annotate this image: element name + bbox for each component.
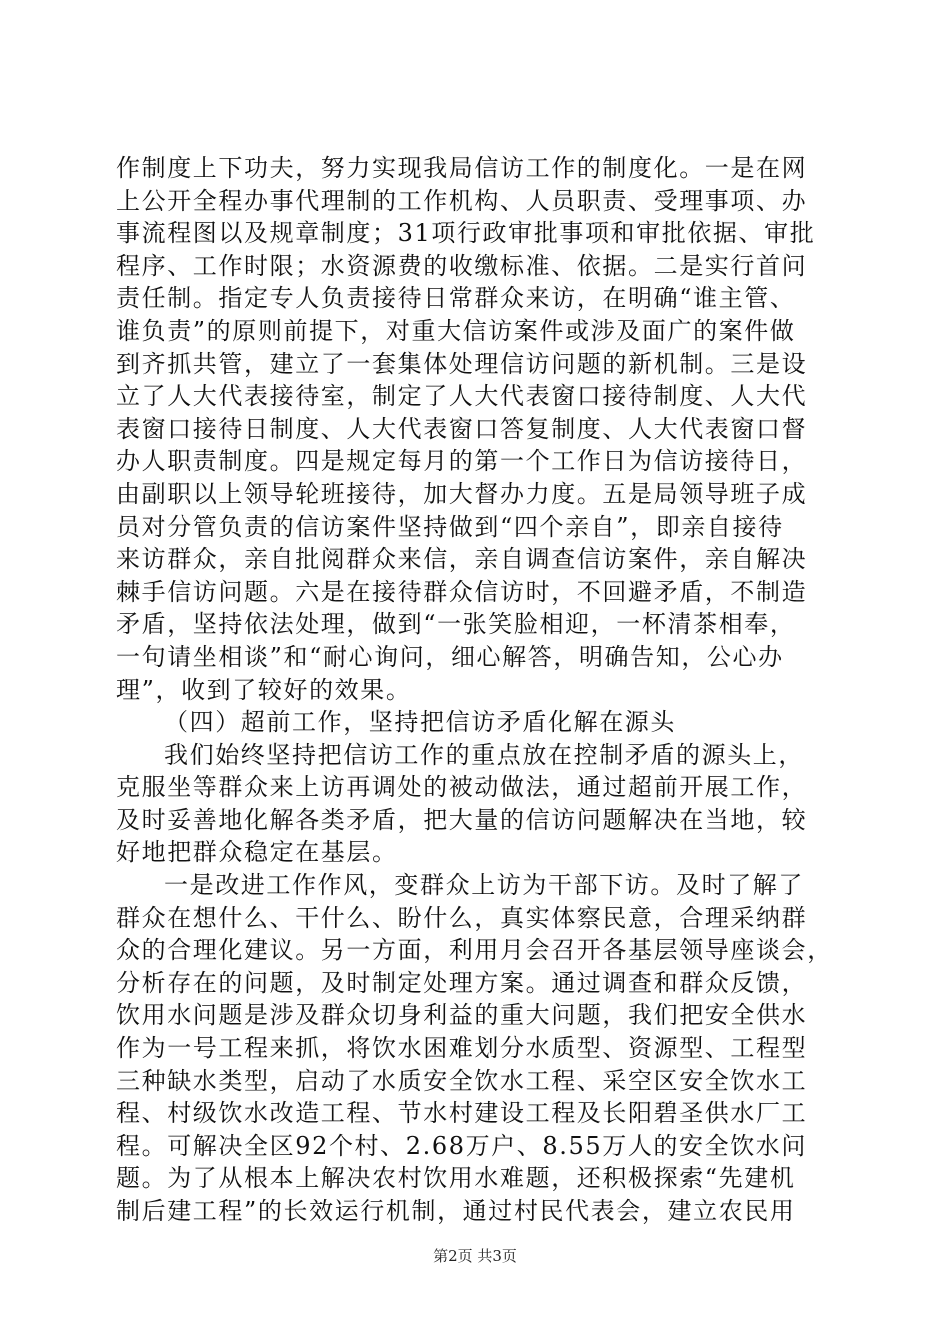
paragraph-line: 作制度上下功夫，努力实现我局信访工作的制度化。一是在网 <box>116 154 808 182</box>
paragraph-line: 一句请坐相谈”和“耐心询问，细心解答，明确告知，公心办 <box>116 642 784 671</box>
paragraph-line: 我们始终坚持把信访工作的重点放在控制矛盾的源头上， <box>164 740 804 769</box>
paragraph-line: 程、村级饮水改造工程、节水村建设工程及长阳碧圣供水厂工 <box>116 1099 808 1128</box>
page-number-footer: 第2页 共3页 <box>433 1247 517 1265</box>
paragraph-line: 办人职责制度。四是规定每月的第一个工作日为信访接待日， <box>116 447 808 476</box>
paragraph-line: 众的合理化建议。另一方面，利用月会召开各基层领导座谈会， <box>116 936 833 965</box>
paragraph-line: 克服坐等群众来上访再调处的被动做法，通过超前开展工作， <box>116 773 808 802</box>
paragraph-line: 表窗口接待日制度、人大代表窗口答复制度、人大代表窗口督 <box>116 414 808 443</box>
paragraph-line: 群众在想什么、干什么、盼什么，真实体察民意，合理采纳群 <box>116 903 808 932</box>
paragraph-line: 分析存在的问题，及时制定处理方案。通过调查和群众反馈， <box>116 968 808 997</box>
paragraph-line: 责任制。指定专人负责接待日常群众来访，在明确“谁主管、 <box>116 284 796 313</box>
paragraph-line: 棘手信访问题。六是在接待群众信访时，不回避矛盾，不制造 <box>116 577 808 606</box>
paragraph-line: 矛盾，坚持依法处理，做到“一张笑脸相迎，一杯清茶相奉， <box>116 610 796 639</box>
paragraph-line: 及时妥善地化解各类矛盾，把大量的信访问题解决在当地，较 <box>116 805 808 834</box>
document-body <box>116 152 836 1228</box>
paragraph-line: 谁负责”的原则前提下，对重大信访案件或涉及面广的案件做 <box>116 316 796 345</box>
paragraph-line: 制后建工程”的长效运行机制，通过村民代表会，建立农民用 <box>116 1197 796 1225</box>
paragraph-line: 理”，收到了较好的效果。 <box>116 675 412 704</box>
paragraph-line: 饮用水问题是涉及群众切身利益的重大问题，我们把安全供水 <box>116 1001 808 1030</box>
paragraph-line: 程序、工作时限；水资源费的收缴标准、依据。二是实行首问 <box>116 251 808 280</box>
paragraph-line: 员对分管负责的信访案件坚持做到“四个亲自”，即亲自接待 <box>116 512 784 541</box>
paragraph-line: 到齐抓共管，建立了一套集体处理信访问题的新机制。三是设 <box>116 349 808 378</box>
paragraph-line: 题。为了从根本上解决农村饮用水难题，还积极探索“先建机 <box>116 1164 796 1193</box>
paragraph-line: 三种缺水类型，启动了水质安全饮水工程、采空区安全饮水工 <box>116 1066 808 1095</box>
paragraph-line: 程。可解决全区92个村、2.68万户、8.55万人的安全饮水问 <box>116 1131 808 1160</box>
paragraph-line: 立了人大代表接待室，制定了人大代表窗口接待制度、人大代 <box>116 382 808 411</box>
paragraph-line: 一是改进工作作风，变群众上访为干部下访。及时了解了 <box>164 871 804 900</box>
paragraph-line: 好地把群众稳定在基层。 <box>116 838 398 867</box>
paragraph-line: 由副职以上领导轮班接待，加大督办力度。五是局领导班子成 <box>116 479 808 508</box>
paragraph-line: 上公开全程办事代理制的工作机构、人员职责、受理事项、办 <box>116 186 808 215</box>
paragraph-line: 事流程图以及规章制度；31项行政审批事项和审批依据、审批 <box>116 219 816 248</box>
section-heading: （四）超前工作，坚持把信访矛盾化解在源头 <box>164 708 676 737</box>
paragraph-line: 作为一号工程来抓，将饮水困难划分水质型、资源型、工程型 <box>116 1034 808 1063</box>
paragraph-line: 来访群众，亲自批阅群众来信，亲自调查信访案件，亲自解决 <box>116 545 808 574</box>
